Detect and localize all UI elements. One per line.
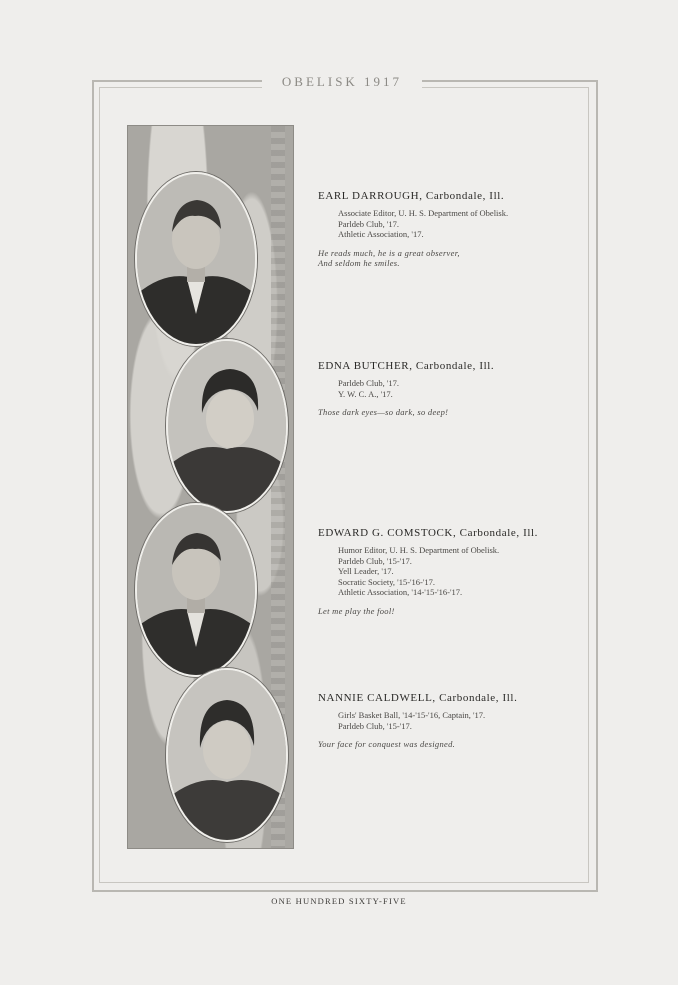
entry-name: EDWARD G. COMSTOCK, Carbondale, Ill. [318, 527, 538, 539]
entry-quote [318, 606, 580, 617]
entry-activities [338, 208, 580, 240]
activity-line: Yell Leader, '17. [338, 566, 394, 576]
entry-edna-butcher [318, 360, 580, 418]
activity-line: Parldeb Club, '15-'17. [338, 720, 412, 731]
portrait-nannie-caldwell [166, 668, 288, 842]
entry-name: EDNA BUTCHER, Carbondale, Ill. [318, 360, 495, 372]
quote-line: Let me play the fool! [318, 605, 395, 616]
activity-line: Y. W. C. A., '17. [338, 388, 393, 399]
activity-line: Parldeb Club, '15-'17. [338, 555, 412, 566]
page-number-label: ONE HUNDRED SIXTY-FIVE [271, 896, 407, 906]
portrait-edward-comstock [135, 503, 257, 677]
entry-quote [318, 739, 580, 750]
entry-quote [318, 407, 580, 418]
activity-line: Athletic Association, '17. [338, 229, 424, 239]
entry-activities [338, 710, 580, 731]
entry-earl-darrough [318, 190, 580, 269]
quote-line: And seldom he smiles. [318, 258, 400, 268]
portrait-edna-butcher [166, 339, 288, 513]
entry-activities [338, 545, 580, 598]
entry-name: EARL DARROUGH, Carbondale, Ill. [318, 190, 505, 202]
activity-line: Parldeb Club, '17. [338, 218, 400, 229]
entry-activities [338, 378, 580, 399]
quote-line: Those dark eyes—so dark, so deep! [318, 407, 449, 417]
entry-quote [318, 248, 580, 269]
activity-line: Socratic Society, '15-'16-'17. [338, 576, 436, 587]
activity-line: Parldeb Club, '17. [338, 378, 400, 388]
entry-nannie-caldwell [318, 692, 580, 750]
activity-line: Athletic Association, '14-'15-'16-'17. [338, 587, 463, 597]
quote-line: Your face for conquest was designed. [318, 739, 456, 749]
page-header-title: OBELISK 1917 [262, 74, 422, 92]
entry-name: NANNIE CALDWELL, Carbondale, Ill. [318, 692, 518, 704]
activity-line: Associate Editor, U. H. S. Department of Obelisk. [338, 208, 509, 218]
quote-line: He reads much, he is a great observer, [318, 247, 460, 258]
activity-line: Humor Editor, U. H. S. Department of Obelisk. [338, 545, 500, 555]
activity-line: Girls' Basket Ball, '14-'15-'16, Captain, '17. [338, 710, 486, 720]
portrait-earl-darrough [135, 172, 257, 346]
entry-edward-comstock [318, 527, 580, 616]
